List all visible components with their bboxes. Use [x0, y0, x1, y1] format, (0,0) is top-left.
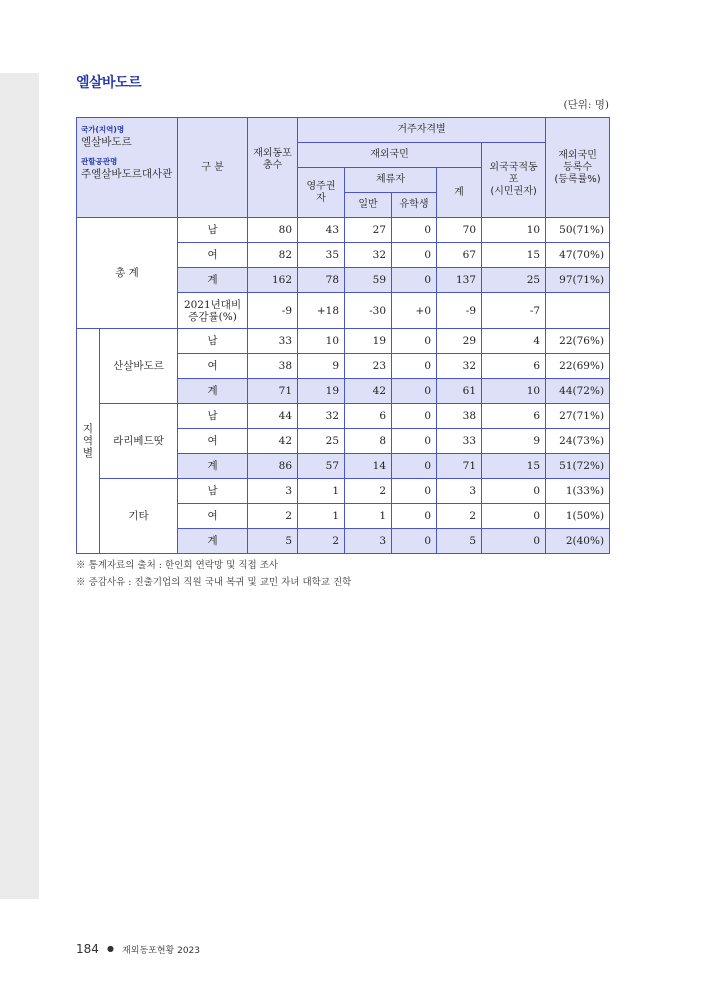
region-name: 기타 [100, 479, 178, 554]
row-type: 여 [178, 354, 248, 379]
row-type: 남 [178, 479, 248, 504]
cell-permanent: 57 [298, 454, 345, 479]
country-label: 엘살바도르 [81, 136, 132, 148]
cell-general: 6 [345, 404, 392, 429]
cell-student: +0 [392, 293, 437, 329]
cell-total: 38 [248, 354, 298, 379]
cell-foreign: 15 [482, 243, 546, 268]
cell-permanent: 32 [298, 404, 345, 429]
cell-permanent: 43 [298, 218, 345, 243]
cell-general: 1 [345, 504, 392, 529]
row-type: 여 [178, 243, 248, 268]
cell-student: 0 [392, 404, 437, 429]
book-title: 재외동포현황 2023 [122, 946, 201, 956]
header-category: 구 분 [178, 118, 248, 218]
cell-foreign: 10 [482, 218, 546, 243]
header-residence-status: 거주자격별 [298, 118, 546, 143]
cell-subtotal: 38 [437, 404, 482, 429]
header-permanent: 영주권자 [298, 168, 345, 218]
cell-student: 0 [392, 429, 437, 454]
cell-student: 0 [392, 379, 437, 404]
cell-permanent: 1 [298, 504, 345, 529]
country-small-label: 국가(지역)명 [81, 125, 125, 134]
cell-student: 0 [392, 354, 437, 379]
cell-total: 42 [248, 429, 298, 454]
cell-student: 0 [392, 504, 437, 529]
page-title: 엘살바도르 [76, 75, 142, 91]
cell-permanent: 19 [298, 379, 345, 404]
cell-subtotal: 2 [437, 504, 482, 529]
cell-subtotal: 70 [437, 218, 482, 243]
footnote-reason: ※ 증감사유 : 진출기업의 직원 국내 복귀 및 교민 자녀 대학교 진학 [76, 577, 352, 588]
cell-subtotal: 5 [437, 529, 482, 554]
cell-registered: 24(73%) [546, 429, 610, 454]
header-subtotal: 계 [437, 168, 482, 218]
cell-foreign: 9 [482, 429, 546, 454]
cell-total: 82 [248, 243, 298, 268]
cell-foreign: 10 [482, 379, 546, 404]
office-small-label: 관할공관명 [81, 157, 118, 166]
row-type: 남 [178, 218, 248, 243]
cell-total: 80 [248, 218, 298, 243]
total-label: 총 계 [77, 218, 178, 329]
cell-subtotal: 61 [437, 379, 482, 404]
cell-registered: 50(71%) [546, 218, 610, 243]
row-type: 계 [178, 454, 248, 479]
cell-registered: 1(33%) [546, 479, 610, 504]
table-row [77, 404, 610, 429]
cell-registered [546, 293, 610, 329]
cell-general: 2 [345, 479, 392, 504]
cell-general: 23 [345, 354, 392, 379]
cell-general: 32 [345, 243, 392, 268]
header-sojourn: 체류자 [345, 168, 437, 193]
cell-permanent: 78 [298, 268, 345, 293]
cell-subtotal: 71 [437, 454, 482, 479]
cell-foreign: 0 [482, 504, 546, 529]
row-type: 계 [178, 529, 248, 554]
cell-subtotal: -9 [437, 293, 482, 329]
footnotes [76, 557, 351, 591]
page-number: 184 [76, 942, 99, 956]
cell-registered: 27(71%) [546, 404, 610, 429]
cell-permanent: 9 [298, 354, 345, 379]
cell-subtotal: 32 [437, 354, 482, 379]
cell-foreign: 15 [482, 454, 546, 479]
office-label: 주엘살바도르대사관 [81, 168, 173, 180]
cell-general: 19 [345, 329, 392, 354]
region-group-label: 지 역 별 [77, 329, 100, 554]
cell-subtotal: 137 [437, 268, 482, 293]
statistics-table [76, 117, 610, 554]
cell-total: 2 [248, 504, 298, 529]
cell-registered: 22(76%) [546, 329, 610, 354]
row-type: 계 [178, 379, 248, 404]
cell-registered: 97(71%) [546, 268, 610, 293]
cell-permanent: 35 [298, 243, 345, 268]
table-row [77, 329, 610, 354]
cell-foreign: 6 [482, 404, 546, 429]
cell-student: 0 [392, 268, 437, 293]
cell-registered: 44(72%) [546, 379, 610, 404]
table-row [77, 218, 610, 243]
cell-foreign: 0 [482, 479, 546, 504]
unit-label: (단위: 명) [563, 99, 609, 111]
footnote-source: ※ 통계자료의 출처 : 한인회 연락망 및 직접 조사 [76, 560, 279, 571]
header-student: 유학생 [392, 193, 437, 218]
cell-subtotal: 67 [437, 243, 482, 268]
row-type: 남 [178, 404, 248, 429]
cell-registered: 51(72%) [546, 454, 610, 479]
cell-foreign: -7 [482, 293, 546, 329]
header-registered: 재외국민 등록수 (등록률%) [546, 118, 610, 218]
cell-student: 0 [392, 329, 437, 354]
page-footer [76, 938, 200, 957]
row-type: 여 [178, 504, 248, 529]
header-general: 일반 [345, 193, 392, 218]
cell-permanent: 1 [298, 479, 345, 504]
cell-permanent: 10 [298, 329, 345, 354]
cell-general: 59 [345, 268, 392, 293]
cell-registered: 2(40%) [546, 529, 610, 554]
row-type: 계 [178, 268, 248, 293]
cell-student: 0 [392, 479, 437, 504]
bullet-icon: ● [107, 944, 114, 953]
cell-permanent: 2 [298, 529, 345, 554]
cell-registered: 47(70%) [546, 243, 610, 268]
cell-general: 27 [345, 218, 392, 243]
cell-general: 3 [345, 529, 392, 554]
cell-foreign: 6 [482, 354, 546, 379]
header-country-cell [77, 118, 178, 218]
cell-general: -30 [345, 293, 392, 329]
row-type: 남 [178, 329, 248, 354]
cell-student: 0 [392, 529, 437, 554]
row-type: 여 [178, 429, 248, 454]
cell-student: 0 [392, 243, 437, 268]
header-total-diaspora: 재외동포 총수 [248, 118, 298, 218]
cell-foreign: 25 [482, 268, 546, 293]
cell-registered: 1(50%) [546, 504, 610, 529]
cell-total: 3 [248, 479, 298, 504]
cell-foreign: 4 [482, 329, 546, 354]
cell-subtotal: 3 [437, 479, 482, 504]
row-type: 2021년대비 증감률(%) [178, 293, 248, 329]
table-row [77, 479, 610, 504]
cell-general: 14 [345, 454, 392, 479]
header-foreign-nationals: 외국국적동포 (시민권자) [482, 143, 546, 218]
cell-foreign: 0 [482, 529, 546, 554]
region-name: 산살바도르 [100, 329, 178, 404]
cell-permanent: +18 [298, 293, 345, 329]
cell-total: 162 [248, 268, 298, 293]
cell-registered: 22(69%) [546, 354, 610, 379]
cell-student: 0 [392, 218, 437, 243]
side-margin-bar [0, 73, 39, 899]
cell-total: 71 [248, 379, 298, 404]
cell-general: 42 [345, 379, 392, 404]
header-nationals: 재외국민 [298, 143, 482, 168]
cell-student: 0 [392, 454, 437, 479]
cell-total: -9 [248, 293, 298, 329]
cell-total: 86 [248, 454, 298, 479]
cell-total: 5 [248, 529, 298, 554]
cell-total: 44 [248, 404, 298, 429]
cell-total: 33 [248, 329, 298, 354]
cell-subtotal: 29 [437, 329, 482, 354]
cell-subtotal: 33 [437, 429, 482, 454]
region-name: 라리베드땃 [100, 404, 178, 479]
cell-permanent: 25 [298, 429, 345, 454]
cell-general: 8 [345, 429, 392, 454]
